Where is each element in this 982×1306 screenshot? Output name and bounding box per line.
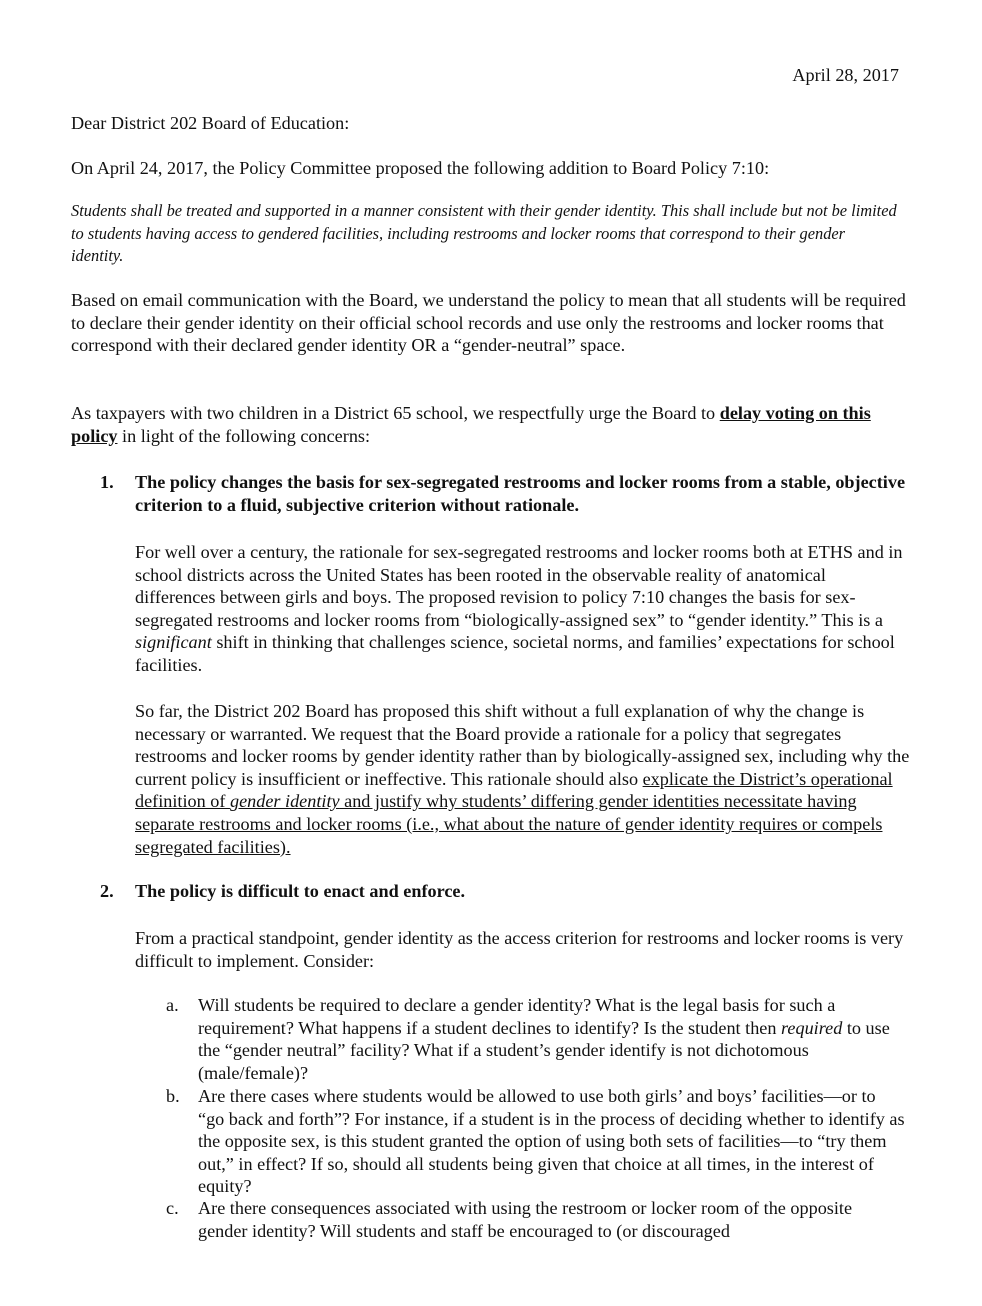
- question-label: a.: [166, 995, 179, 1015]
- question-label: c.: [166, 1198, 179, 1218]
- concern-item-1: [100, 471, 910, 857]
- emphasis-text: significant: [135, 632, 212, 653]
- concern-item-2: [100, 880, 910, 971]
- list-item: [166, 994, 906, 1084]
- paragraph-text: Will students be required to declare a gender identity? What is the legal basis for such a requirement? What happens if a student declines to identify? Is the student then: [198, 995, 836, 1038]
- underlined-text: and justify why students’ differing gender identities necessitate having separate restrooms and locker rooms (i.e., what about the nature of gender identity requires or compels segregated facilities).: [135, 791, 883, 857]
- list-item: [166, 1085, 906, 1198]
- concern-heading: The policy changes the basis for sex-segregated restrooms and locker rooms from a stable, objective criterion to a fluid, subjective criterion without rationale.: [135, 472, 906, 515]
- question-item-a: [166, 994, 906, 1084]
- question-item-b: [166, 1085, 906, 1198]
- urge-text-before: As taxpayers with two children in a District 65 school, we respectfully urge the Board to: [71, 403, 720, 423]
- question-text: Are there consequences associated with using the restroom or locker room of the opposite gender identity? Will students and staff be encouraged to (or discouraged: [198, 1198, 853, 1241]
- salutation: Dear District 202 Board of Education:: [71, 113, 350, 133]
- concern-paragraph: From a practical standpoint, gender identity as the access criterion for restrooms and locker rooms is very difficult to implement. Consider:: [135, 928, 904, 971]
- concern-number: 1.: [100, 472, 114, 492]
- concern-number: 2.: [100, 881, 114, 901]
- concern-heading: The policy is difficult to enact and enforce.: [135, 881, 466, 901]
- intro-paragraph: On April 24, 2017, the Policy Committee proposed the following addition to Board Policy 7:10:: [71, 158, 770, 178]
- question-label: b.: [166, 1086, 180, 1106]
- paragraph-text: to use the “gender neutral” facility? What if a student’s gender identify is not dichotomous (male/female)?: [198, 1017, 890, 1083]
- urge-text-after: in light of the following concerns:: [117, 425, 371, 446]
- paragraph-text: So far, the District 202 Board has proposed this shift without a full explanation of why the change is necessary or warranted. We request that the Board provide a rationale for a policy that segregates restrooms and locker rooms by gender identity rather than by biologically-assigned sex, including why the current policy is insufficient or ineffective. This rationale should also: [135, 701, 910, 789]
- urge-paragraph: [71, 402, 911, 447]
- list-item: [166, 1197, 906, 1242]
- policy-quote: Students shall be treated and supported in a manner consistent with their gender identity. This shall include but not be limited to students having access to gendered facilities, including restrooms and locker rooms that correspond to their gender identity.: [71, 201, 897, 265]
- understanding-paragraph: Based on email communication with the Board, we understand the policy to mean that all students will be required to declare their gender identity on their official school records and use only the restrooms and locker rooms that correspond with their declared gender identity OR a “gender-neutral” space.: [71, 290, 906, 356]
- question-item-c: [166, 1197, 906, 1242]
- question-text: [198, 994, 906, 1084]
- letter-date: April 28, 2017: [792, 65, 899, 85]
- urge-emphasis: delay voting on this policy: [71, 403, 871, 446]
- emphasis-text: required: [781, 1017, 843, 1038]
- emphasis-text: gender identity: [229, 791, 340, 812]
- underlined-text: explicate the District’s operational definition of: [135, 768, 893, 812]
- concern-paragraph: [135, 700, 910, 858]
- concern-paragraph: [135, 541, 910, 677]
- paragraph-text: shift in thinking that challenges science, societal norms, and families’ expectations for school facilities.: [135, 632, 895, 675]
- paragraph-text: For well over a century, the rationale for sex-segregated restrooms and locker rooms both at ETHS and in school districts across the United States has been rooted in the observable reality of anatomical differences between girls and boys. The proposed revision to policy 7:10 changes the basis for sex-segregated restrooms and locker rooms from “biologically-assigned sex” to “gender identity.” This is a: [135, 542, 903, 630]
- question-text: Are there cases where students would be allowed to use both girls’ and boys’ facilities—or to “go back and forth”? For instance, if a student is in the process of deciding whether to identify as the opposite sex, is this student granted the option of using both sets of facilities—to “try them out,” in effect? If so, should all students being given that choice at all times, in the interest of equity?: [198, 1086, 905, 1197]
